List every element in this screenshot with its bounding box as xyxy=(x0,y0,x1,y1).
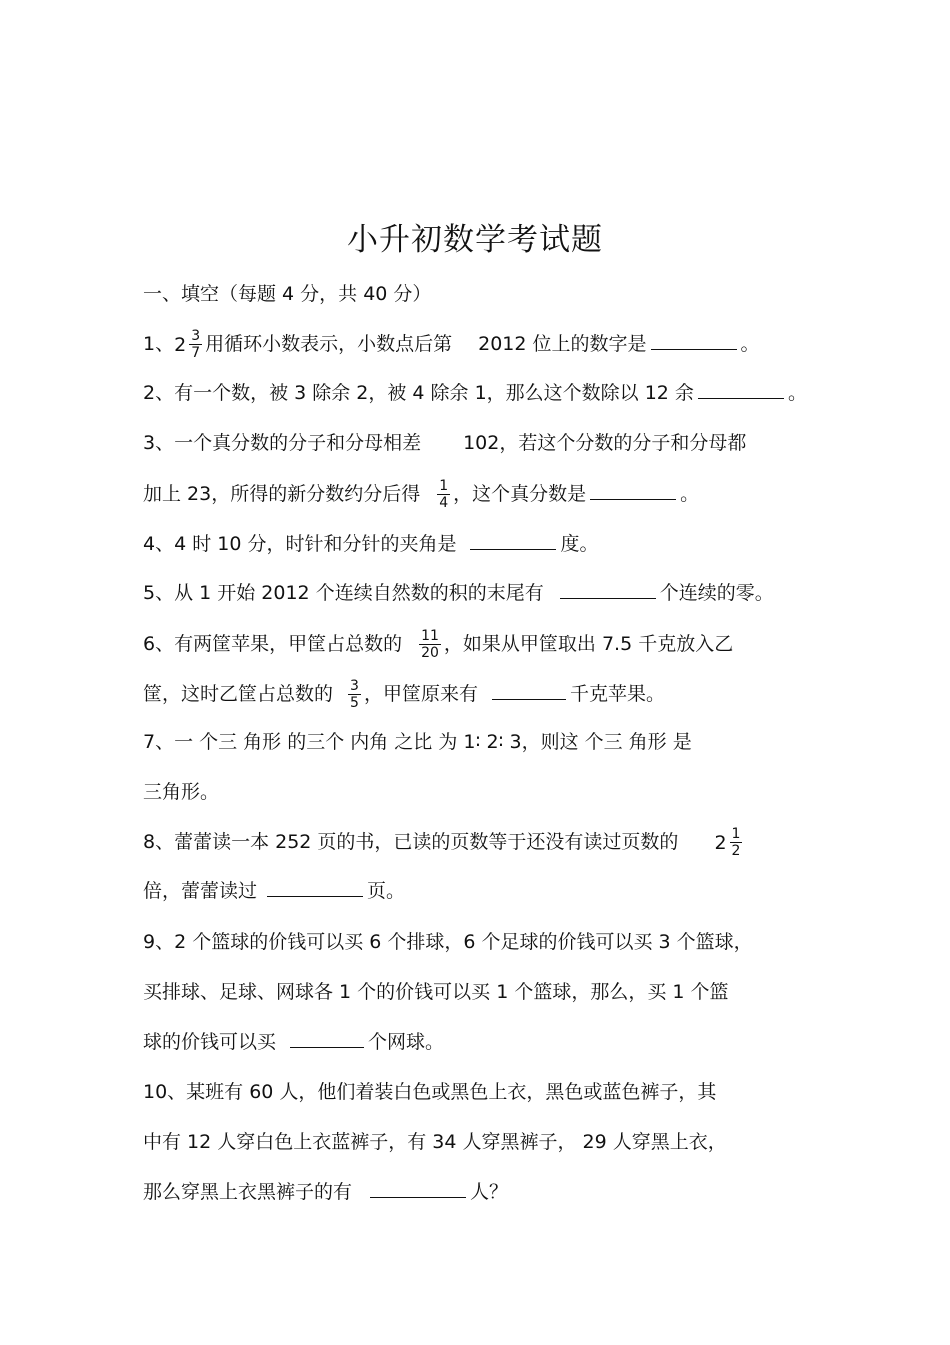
answer-blank[interactable] xyxy=(267,878,363,897)
question-2: 2、有一个数，被 3 除余 2，被 4 除余 1，那么这个数除以 12 余 。 xyxy=(143,382,807,404)
question-9-line-1: 9、2 个篮球的价钱可以买 6 个排球，6 个足球的价钱可以买 3 个篮球， xyxy=(143,931,753,953)
answer-blank[interactable] xyxy=(651,331,737,350)
fraction: $\frac{3}{7}$ xyxy=(191,328,201,361)
answer-blank[interactable] xyxy=(698,380,784,399)
mixed-number: 2 $\frac{3}{7}$ xyxy=(174,328,201,361)
question-3-line-1: 3、一个真分数的分子和分母相差 102，若这个分数的分子和分母都 xyxy=(143,432,747,454)
section-heading: 一、填空（每题 4 分，共 40 分） xyxy=(143,283,432,305)
answer-blank[interactable] xyxy=(560,580,656,599)
answer-blank[interactable] xyxy=(470,531,556,550)
question-6-line-1: 6、有两筐苹果，甲筐占总数的 $\frac{11}{20}$ ，如果从甲筐取出 7.5 千克放入乙 xyxy=(143,628,734,661)
question-9-line-2: 买排球、足球、网球各 1 个的价钱可以买 1 个篮球，那么，买 1 个篮 xyxy=(143,981,729,1003)
fraction: $\frac{3}{5}$ xyxy=(350,678,359,711)
question-4: 4、4 时 10 分，时针和分针的夹角是 度。 xyxy=(143,533,599,555)
question-10-line-2: 中有 12 人穿白色上衣蓝裤子，有 34 人穿黑裤子， 29 人穿黑上衣， xyxy=(143,1131,727,1153)
question-1: 1、 2 $\frac{3}{7}$ 用循环小数表示，小数点后第 2012 位上的数字是 。 xyxy=(143,328,760,361)
answer-blank[interactable] xyxy=(492,681,566,700)
page-title: 小升初数学考试题 xyxy=(347,222,603,258)
question-10-line-1: 10、某班有 60 人，他们着装白色或黑色上衣，黑色或蓝色裤子，其 xyxy=(143,1081,717,1103)
question-8-line-1: 8、蕾蕾读一本 252 页的书，已读的页数等于还没有读过页数的 2 $\frac{1}{2}$ xyxy=(143,826,745,859)
question-7-line-1: 7、一 个三 角形 的三个 内角 之比 为 1∶ 2∶ 3，则这 个三 角形 是 xyxy=(143,731,692,753)
question-7-line-2: 三角形。 xyxy=(143,781,220,803)
answer-blank[interactable] xyxy=(590,481,676,500)
answer-blank[interactable] xyxy=(370,1179,466,1198)
fraction: $\frac{1}{2}$ xyxy=(731,826,741,859)
fraction: $\frac{1}{4}$ xyxy=(439,478,449,511)
fraction: $\frac{11}{20}$ xyxy=(421,628,439,661)
question-9-line-3: 球的价钱可以买 个网球。 xyxy=(143,1031,445,1053)
question-10-line-3: 那么穿黑上衣黑裤子的有 人？ xyxy=(143,1181,509,1203)
question-6-line-2: 筐，这时乙筐占总数的 $\frac{3}{5}$ ，甲筐原来有 千克苹果。 xyxy=(143,678,665,711)
question-5: 5、从 1 开始 2012 个连续自然数的积的末尾有 个连续的零。 xyxy=(143,582,774,604)
mixed-number: 2 $\frac{1}{2}$ xyxy=(714,826,741,859)
question-8-line-2: 倍，蕾蕾读过 页。 xyxy=(143,880,406,902)
question-3-line-2: 加上 23，所得的新分数约分后得 $\frac{1}{4}$ ，这个真分数是 。 xyxy=(143,478,700,511)
answer-blank[interactable] xyxy=(290,1029,364,1048)
